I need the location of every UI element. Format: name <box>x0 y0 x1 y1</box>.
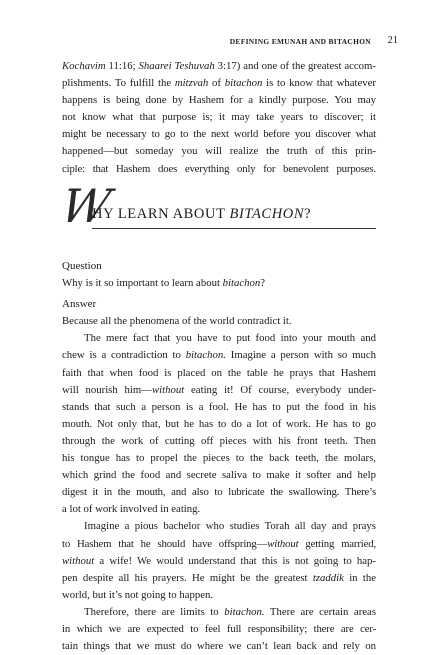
text-line: chew is a contradiction to bitachon. Imagine a person with so much <box>62 349 376 362</box>
text-line: plishments. To fulfill the mitzvah of bitachon is to know that whatever <box>62 77 376 90</box>
text-line: stands that such a person is a fool. He has to put the food in his <box>62 400 376 413</box>
text-line: The mere fact that you have to put food into your mouth and <box>84 332 376 345</box>
text-line: through the work of cutting off pieces with his front teeth. Then <box>62 434 376 447</box>
heading-rule <box>92 228 376 229</box>
text-line: to Hashem that he should have offspring—without getting married, <box>62 537 376 550</box>
text-line: will nourish him—without eating it! Of course, everybody under- <box>62 383 377 396</box>
text-line: might be necessary to go to the next world before you discover what <box>62 128 376 141</box>
page-number: 21 <box>387 35 398 46</box>
paragraph-continued <box>62 58 376 178</box>
question-label: Question <box>62 260 102 272</box>
text-line: his tongue has to propel the pieces to the back teeth, the molars, <box>62 452 376 465</box>
text-line: happens is being done by Hashem for a kindly purpose. You may <box>62 94 376 107</box>
text-line: in which we are expected to feel full responsibility; there are cer- <box>62 622 376 635</box>
text-line: without a wife! We would understand that this is not going to hap- <box>62 554 376 567</box>
text-line: a lot of work involved in eating. <box>62 503 201 516</box>
running-title: DEFINING EMUNAH AND BITACHON <box>229 37 371 46</box>
text-line: happened—but someday you will realize the truth of this prin- <box>62 145 376 158</box>
text-line: Imagine a pious bachelor who studies Torah all day and prays <box>84 520 376 533</box>
decorative-initial: W <box>56 179 116 233</box>
text-line: not know what that purpose is; it may take years to discover; it <box>62 111 376 124</box>
text-line: digest it in the mouth, and also to lubricate the swallowing. There’s <box>62 486 376 499</box>
text-line: Therefore, there are limits to bitachon. There are certain areas <box>84 605 376 618</box>
answer-label: Answer <box>62 298 97 311</box>
text-line: mouth. Not only that, but he has to do a lot of work. He has to go <box>62 417 376 430</box>
text-line: ciple: that Hashem does everything only for benevolent purposes. <box>62 162 376 175</box>
text-line: which grind the food and secrete saliva to make it softer and help <box>62 469 376 482</box>
section-heading-text: HY LEARN ABOUT BITACHON? <box>92 206 312 222</box>
text-line: faith that when food is placed on the table he prays that Hashem <box>62 366 376 379</box>
question-answer-block <box>62 258 376 655</box>
text-line: Kochavim 11:16; Shaarei Teshuvah 3:17) and one of the greatest accom- <box>62 60 377 72</box>
text-line: tain things that we must do where we can’t lean back and rely on <box>62 640 376 653</box>
text-line: Because all the phenomena of the world contradict it. <box>62 315 292 328</box>
section-heading <box>56 179 376 243</box>
question-text: Why is it so important to learn about bitachon? <box>62 277 266 290</box>
running-head <box>0 36 432 50</box>
text-line: pen despite all his prayers. He might be the greatest tzaddik in the <box>62 571 376 584</box>
text-line: world, but it’s not going to happen. <box>62 588 214 601</box>
